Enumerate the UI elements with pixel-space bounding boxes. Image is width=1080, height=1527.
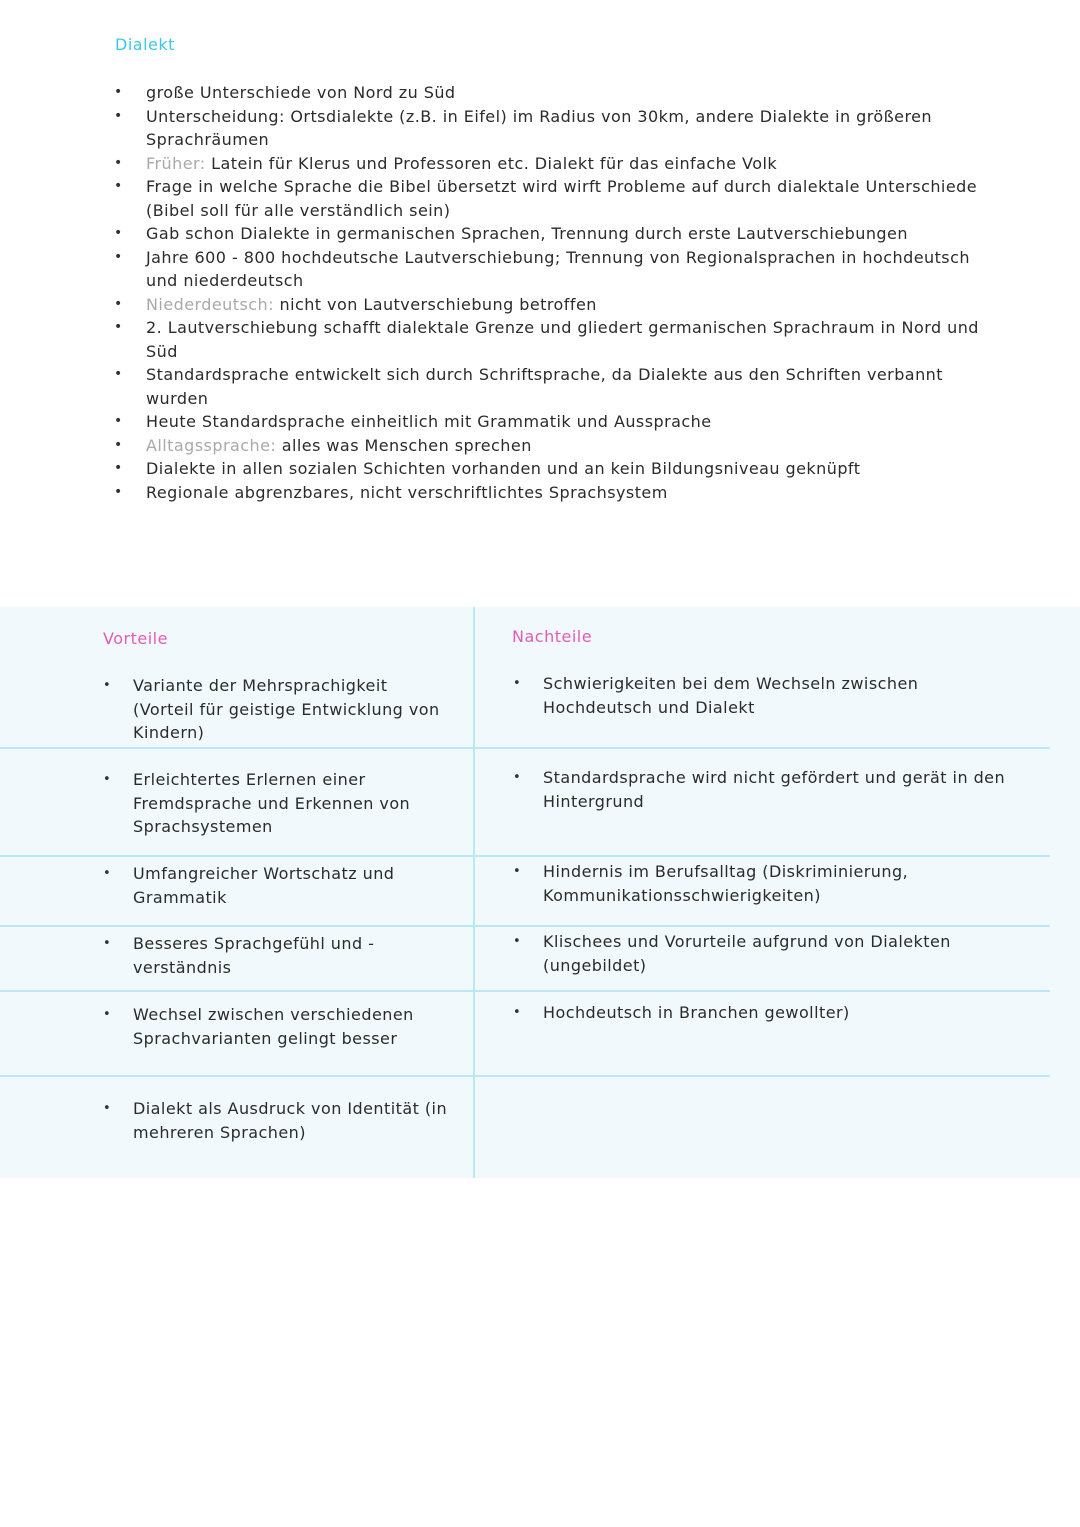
bullet-dot-icon: •: [103, 866, 112, 881]
list-item: [112, 222, 992, 246]
list-item: [112, 316, 992, 363]
vorteil-text: Besseres Sprachgefühl und -verständnis: [133, 934, 375, 977]
bullet-dot-icon: •: [513, 676, 522, 691]
bullet-dot-icon: •: [513, 864, 522, 879]
row-divider: [0, 990, 1050, 992]
item-text: alles was Menschen sprechen: [276, 435, 532, 455]
bullet-dot-icon: •: [513, 770, 522, 785]
vorteil-text: Umfangreicher Wortschatz und Grammatik: [133, 864, 395, 907]
item-text: Regionale abgrenzbares, nicht verschriftlichtes Sprachsystem: [146, 482, 668, 502]
bullet-dot-icon: •: [103, 772, 112, 787]
item-text: nicht von Lautverschiebung betroffen: [273, 294, 597, 314]
nachteil-item: [513, 766, 1023, 813]
list-item: [112, 481, 992, 505]
bullet-dot-icon: •: [513, 1005, 522, 1020]
item-text: Jahre 600 - 800 hochdeutsche Lautverschiebung; Trennung von Regionalsprachen in hochdeutsch und niederdeutsch: [146, 247, 970, 290]
nachteil-text: Hindernis im Berufsalltag (Diskriminierung, Kommunikationsschwierigkeiten): [543, 862, 909, 905]
page-title: Dialekt: [115, 35, 175, 54]
list-item: [112, 457, 992, 481]
vorteil-item: [103, 932, 453, 979]
vorteil-text: Dialekt als Ausdruck von Identität (in mehreren Sprachen): [133, 1099, 448, 1142]
vorteil-item: [103, 1097, 453, 1144]
list-item: [112, 363, 992, 410]
bullet-dot-icon: •: [103, 1007, 112, 1022]
vorteile-header: Vorteile: [103, 629, 168, 648]
row-divider: [0, 747, 1050, 749]
vorteil-text: Wechsel zwischen verschiedenen Sprachvarianten gelingt besser: [133, 1005, 414, 1048]
column-divider: [473, 607, 475, 1178]
vorteil-item: [103, 1003, 453, 1050]
list-item: [112, 175, 992, 222]
item-text: Frage in welche Sprache die Bibel übersetzt wird wirft Probleme auf durch dialektale Unterschiede (Bibel soll für alle verständlich sein): [146, 177, 978, 220]
dialekt-bullet-list: [112, 81, 992, 504]
list-item: [112, 246, 992, 293]
nachteil-text: Standardsprache wird nicht gefördert und gerät in den Hintergrund: [543, 768, 1006, 811]
nachteil-text: Schwierigkeiten bei dem Wechseln zwischen Hochdeutsch und Dialekt: [543, 674, 919, 717]
item-text: 2. Lautverschiebung schafft dialektale Grenze und gliedert germanischen Sprachraum in Nord und Süd: [146, 318, 979, 361]
list-item: [112, 152, 992, 176]
nachteil-item: [513, 860, 1023, 907]
vorteil-item: [103, 768, 453, 839]
item-text: Latein für Klerus und Professoren etc. Dialekt für das einfache Volk: [205, 153, 778, 173]
item-label: Früher:: [146, 153, 206, 173]
item-text: Gab schon Dialekte in germanischen Sprachen, Trennung durch erste Lautverschiebungen: [146, 224, 908, 243]
item-text: Dialekte in allen sozialen Schichten vorhanden und an kein Bildungsniveau geknüpft: [146, 459, 861, 478]
bullet-dot-icon: •: [103, 936, 112, 951]
pros-cons-table: [0, 607, 1080, 1178]
list-item: [112, 105, 992, 152]
item-text: große Unterschiede von Nord zu Süd: [146, 83, 456, 102]
vorteil-text: Erleichtertes Erlernen einer Fremdsprache und Erkennen von Sprachsystemen: [133, 770, 411, 836]
bullet-dot-icon: •: [103, 1101, 112, 1116]
item-label: Niederdeutsch:: [146, 294, 274, 314]
vorteil-item: [103, 862, 453, 909]
nachteil-item: [513, 1001, 1023, 1025]
nachteil-text: Hochdeutsch in Branchen gewollter): [543, 1003, 850, 1022]
nachteil-text: Klischees und Vorurteile aufgrund von Dialekten (ungebildet): [543, 932, 951, 975]
row-divider: [0, 855, 1050, 857]
list-item: [112, 410, 992, 434]
row-divider: [0, 925, 1050, 927]
list-item: [112, 434, 992, 458]
row-divider: [0, 1075, 1050, 1077]
nachteile-header: Nachteile: [512, 627, 593, 646]
nachteil-item: [513, 930, 1023, 977]
list-item: [112, 293, 992, 317]
list-item: [112, 81, 992, 105]
vorteil-text: Variante der Mehrsprachigkeit (Vorteil für geistige Entwicklung von Kindern): [133, 676, 440, 742]
bullet-dot-icon: •: [103, 678, 112, 693]
vorteil-item: [103, 674, 453, 745]
item-text: Standardsprache entwickelt sich durch Schriftsprache, da Dialekte aus den Schriften verbannt wurden: [146, 365, 943, 408]
bullet-dot-icon: •: [513, 934, 522, 949]
item-text: Unterscheidung: Ortsdialekte (z.B. in Eifel) im Radius von 30km, andere Dialekte in größeren Sprachräumen: [146, 106, 933, 149]
item-text: Heute Standardsprache einheitlich mit Grammatik und Aussprache: [146, 412, 712, 431]
item-label: Alltagssprache:: [146, 435, 277, 455]
nachteil-item: [513, 672, 1023, 719]
